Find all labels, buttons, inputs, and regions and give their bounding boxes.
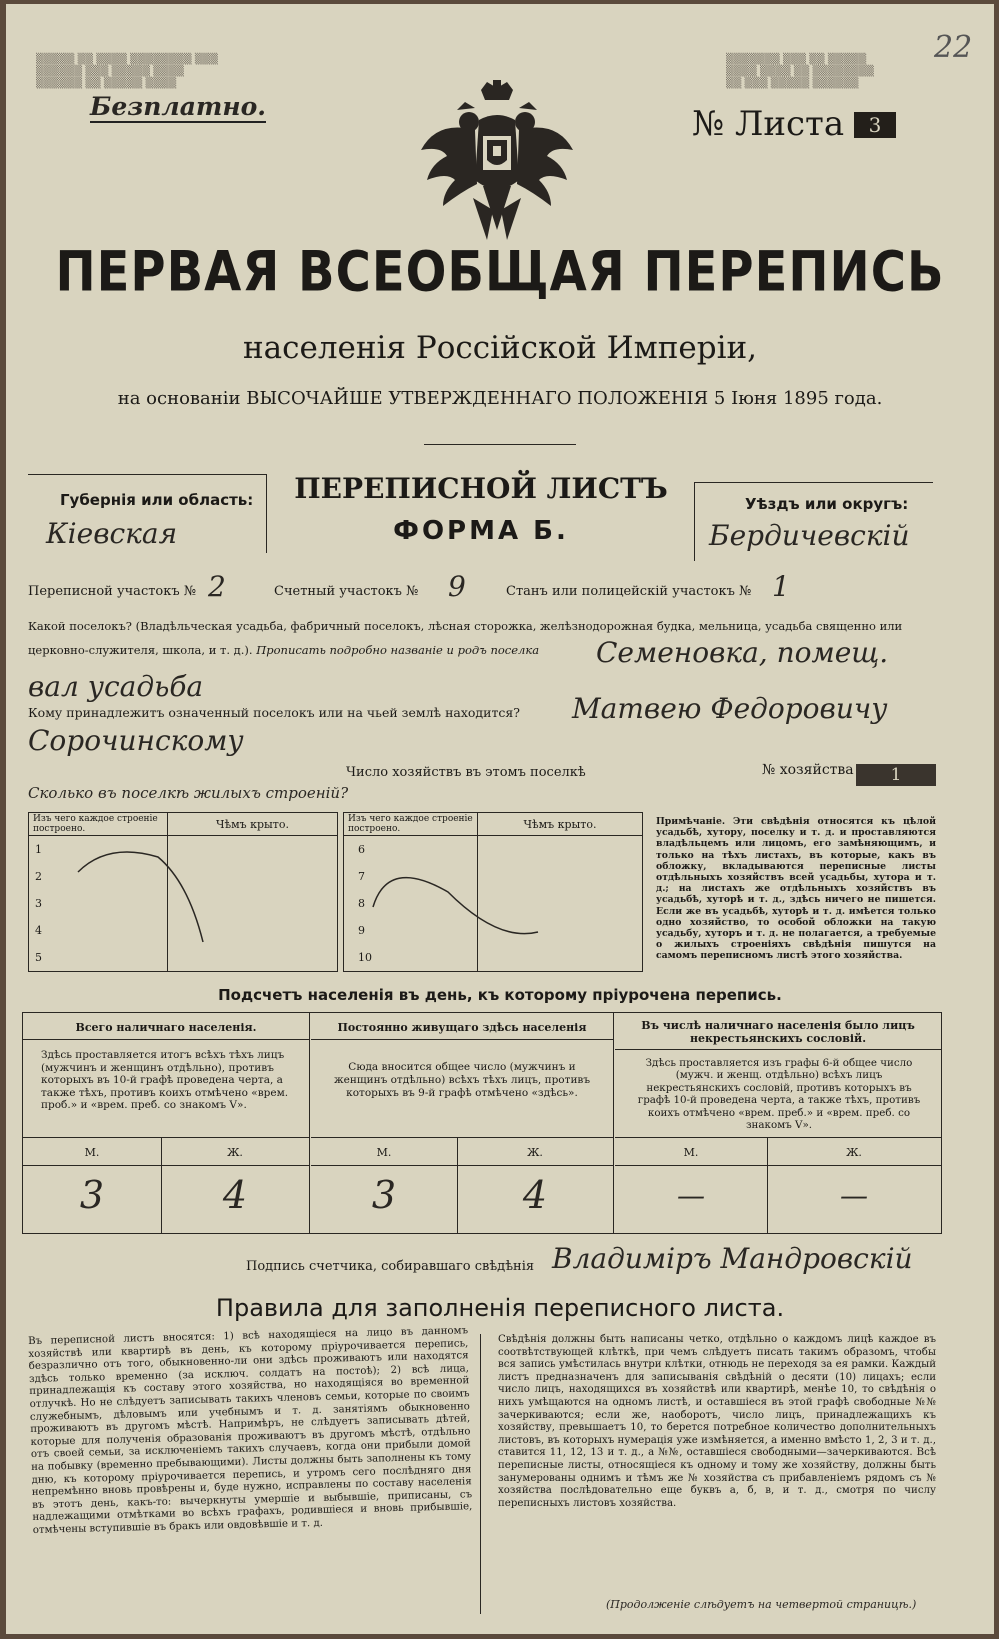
building-material-header: Изъ чего каждое строеніе построено. xyxy=(344,813,478,836)
permanent-population-title: Постоянно живущаго здѣсь населенія xyxy=(337,1021,587,1034)
police-district-value: 1 xyxy=(772,570,790,603)
buildings-note: Примѣчаніе. Эти свѣдѣнія относятся къ цѣлой усадьбѣ, хутору, поселку и т. д. и проставляются владѣльцемъ или лицомъ, его замѣняющимъ, и только на тѣхъ листахъ, въ которые, какъ въ обложку, вкладываются переписные листы отдѣльныхъ хозяйствъ всей усадьбы, хутора и т. д.; на листахъ же отдѣльныхъ хозяйствъ въ усадьбѣ, хуторѣ и т. д., здѣсь ничего не пишется. Если же въ усадьбѣ, хуторѣ и т. д. имѣется только одно хозяйство, то особой обложки на такую усадьбу, хуторъ и т. д. не полагается, а требуемые о жилыхъ строеніяхъ свѣдѣнія пишутся на самомъ переписномъ листѣ этого хозяйства. xyxy=(656,816,936,962)
double-headed-eagle-icon xyxy=(417,80,577,248)
sheet-number-label: № Листа xyxy=(692,104,845,144)
building-row: 3 xyxy=(29,890,168,917)
sheet-number-value: 3 xyxy=(854,112,896,138)
census-district-label: Переписной участокъ № xyxy=(28,584,197,599)
building-material-header: Изъ чего каждое строеніе построено. xyxy=(29,813,168,836)
rules-title: Правила для заполненія переписного листа. xyxy=(215,1294,785,1322)
non-peasant-column xyxy=(615,1013,941,1233)
non-peasant-male-label: М. xyxy=(683,1146,699,1159)
non-peasant-female-value: — xyxy=(840,1179,868,1212)
building-row: 2 xyxy=(29,863,168,890)
owner-value: Матвею Федоровичу xyxy=(572,692,888,725)
gubernia-label: Губернія или область: xyxy=(60,491,254,509)
signature-label: Подпись счетчика, собиравшаго свѣдѣнія xyxy=(246,1259,535,1274)
owner-value-line2: Сорочинскому xyxy=(28,724,244,757)
form-title: ПЕРЕПИСНОЙ ЛИСТЪ xyxy=(294,472,668,505)
population-count-table xyxy=(22,1012,942,1234)
total-population-column xyxy=(23,1013,310,1233)
permanent-female-value: 4 xyxy=(522,1173,548,1217)
total-population-text: Здѣсь проставляется итогъ всѣхъ тѣхъ лицъ (мужчинъ и женщинъ отдѣльно), противъ которыхъ въ 10-й графѣ проведена черта, а также тѣхъ, противъ коихъ отмѣчено «врем. проб.» и «врем. преб. со знакомъ V». xyxy=(41,1049,289,1111)
signature-value: Владиміръ Мандровскій xyxy=(552,1242,913,1275)
total-female-value: 4 xyxy=(222,1173,248,1217)
building-row: 6 xyxy=(344,836,478,864)
total-female-label: Ж. xyxy=(227,1146,243,1159)
building-row: 4 xyxy=(29,917,168,944)
owner-label: Кому принадлежитъ означенный поселокъ или на чьей землѣ находится? xyxy=(28,705,520,720)
gubernia-value: Кіевская xyxy=(46,517,178,550)
non-peasant-male-value: — xyxy=(677,1179,705,1212)
building-row: 9 xyxy=(344,917,478,944)
settlement-value-line2: вал усадьба xyxy=(28,670,204,703)
permanent-male-value: 3 xyxy=(371,1173,397,1217)
building-roof-header: Чѣмъ крыто. xyxy=(478,813,643,836)
census-basis: на основаніи ВЫСОЧАЙШЕ УТВЕРЖДЕННАГО ПОЛОЖЕНІЯ 5 Іюня 1895 года. xyxy=(117,388,883,409)
settlement-label: Какой поселокъ? xyxy=(28,619,132,633)
title-divider xyxy=(424,444,576,445)
building-row: 7 xyxy=(344,863,478,890)
building-row: 1 xyxy=(29,836,168,864)
census-title: ПЕРВАЯ ВСЕОБЩАЯ ПЕРЕПИСЬ xyxy=(55,239,945,305)
building-roof-header: Чѣмъ крыто. xyxy=(168,813,338,836)
building-row: 8 xyxy=(344,890,478,917)
census-sheet xyxy=(6,4,994,1634)
total-male-label: М. xyxy=(84,1146,100,1159)
total-male-value: 3 xyxy=(79,1173,105,1217)
crossed-out-strokes xyxy=(28,812,648,972)
bleed-through-left: ▒▒▒▒▒ ▒▒ ▒▒▒▒ ▒▒▒▒▒▒▒▒ ▒▒▒ ▒▒▒▒▒▒ ▒▒▒ ▒▒▒▒▒ ▒▒▒▒ ▒▒▒▒▒▒ ▒▒ ▒▒▒▒▒ ▒▒▒▒ xyxy=(36,54,218,89)
non-peasant-text: Здѣсь проставляется изъ графы 6-й общее число (мужч. и женщ. отдѣльно) всѣхъ лицъ некрестьянскихъ сословій, противъ которыхъ въ графѣ 10-й проведена черта, а также тѣхъ, противъ коихъ отмѣчено «врем. преб.» и «врем. преб. со знакомъ V». xyxy=(637,1057,921,1132)
rules-right-text: Свѣдѣнія должны быть написаны четко, отдѣльно о каждомъ лицѣ каждое въ соотвѣтствующей клѣткѣ, при чемъ слѣдуетъ писать такимъ образомъ, чтобы вся запись умѣстилась внутри клѣтки, отнюдь не переходя за ея рамки. Каждый листъ предназначенъ для записыванія свѣдѣній о десяти (10) лицахъ; если число лицъ, находящихся въ хозяйствѣ или квартирѣ, менѣе 10, то свѣдѣнія о нихъ умѣщаются на одномъ листѣ, и оставшіеся въ этой графѣ свободные №№ зачеркиваются; если же, наоборотъ, число лицъ, принадлежащихъ къ хозяйству, превышаетъ 10, то берется потребное количество дополнительныхъ листовъ, въ которыхъ нумерація уже измѣняется, а именно вмѣсто 1, 2, 3 и т. д., ставится 11, 12, 13 и т. д., а №№, оставшіеся свободными—зачеркиваются. Всѣ переписные листы, относящіеся къ одному и тому же хозяйству, должны быть занумерованы однимъ и тѣмъ же № хозяйства съ прибавленіемъ рядомъ съ № хозяйства послѣдовательно еще буквъ а, б, в, и т. д., смотря по числу переписныхъ листовъ хозяйства. xyxy=(498,1334,936,1509)
household-number-value: 1 xyxy=(856,764,936,786)
form-name: ФОРМА Б. xyxy=(393,516,569,546)
permanent-population-column xyxy=(311,1013,614,1233)
buildings-label: Сколько въ поселкѣ жилыхъ строеній? xyxy=(28,784,349,802)
continued-note: (Продолженіе слѣдуетъ на четвертой страницѣ.) xyxy=(606,1598,917,1611)
uezd-value: Бердичевскій xyxy=(709,519,910,552)
building-row: 5 xyxy=(29,944,168,972)
permanent-male-label: М. xyxy=(376,1146,392,1159)
police-district-label: Станъ или полицейскій участокъ № xyxy=(506,584,752,599)
settlement-value: Семеновка, помещ. xyxy=(596,636,889,669)
uezd-box xyxy=(694,482,933,561)
page-number: 22 xyxy=(934,30,973,65)
bleed-through-right: ▒▒▒▒▒▒▒ ▒▒▒ ▒▒ ▒▒▒▒▒ ▒▒▒▒ ▒▒▒▒ ▒▒ ▒▒▒▒▒▒▒▒ ▒▒ ▒▒▒ ▒▒▒▒▒ ▒▒▒▒▒▒ xyxy=(726,54,874,89)
uezd-label: Уѣздъ или округъ: xyxy=(745,495,909,513)
households-label: Число хозяйствъ въ этомъ поселкѣ xyxy=(346,765,586,780)
permanent-female-label: Ж. xyxy=(527,1146,543,1159)
household-number-label: № хозяйства xyxy=(762,762,854,778)
rules-left-text: Въ переписной листъ вносятся: 1) всѣ находящіеся на лицо въ данномъ хозяйствѣ или квартирѣ въ день, къ которому пріурочивается перепись, безразлично отъ того, обыкновенно-ли они здѣсь проживаютъ или находятся здѣсь только временно (за исключ. солдатъ на постоѣ); 2) всѣ лица, принадлежащія къ составу этого хозяйства, но находящіяся во временной отлучкѣ. Но не слѣдуетъ записывать такихъ членовъ семьи, которые по своимъ служебнымъ, дѣловымъ или учебнымъ и т. д. занятіямъ обыкновенно проживаютъ въ другомъ мѣстѣ. Напримѣръ, не слѣдуетъ записывать дѣтей, которые для полученія образованія проживаютъ въ другомъ мѣстѣ, отдѣльно отъ своей семьи, за исключеніемъ такихъ случаевъ, когда они прибыли домой на побывку (временно пребывающими). Листы должны быть заполнены къ тому дню, къ которому пріурочивается перепись, и утромъ сего послѣдняго дня непремѣнно вновь провѣрены и, буде нужно, исправлены по составу населенія въ этотъ день, какъ-то: вычеркнуты умершіе и выбывшіе, приписаны, съ надлежащими отмѣтками во всѣхъ графахъ, родившіеся и вновь прибывшіе, отмѣчены вступившіе въ бракъ или овдовѣвшіе и т. д. xyxy=(28,1325,473,1536)
rules-divider xyxy=(480,1334,481,1614)
gubernia-box xyxy=(28,474,267,553)
non-peasant-female-label: Ж. xyxy=(846,1146,862,1159)
building-row: 10 xyxy=(344,944,478,972)
count-district-label: Счетный участокъ № xyxy=(274,584,419,599)
census-district-value: 2 xyxy=(208,570,226,603)
permanent-population-text: Сюда вносится общее число (мужчинъ и женщинъ отдѣльно) всѣхъ тѣхъ лицъ, противъ которыхъ въ 9-й графѣ отмѣчено «здѣсь». xyxy=(333,1061,591,1099)
census-subtitle: населенія Россійской Имперіи, xyxy=(242,330,758,366)
settlement-hint2: Прописать подробно названіе и родъ поселка xyxy=(256,643,540,657)
non-peasant-title: Въ числѣ наличнаго населенія было лицъ некрестьянскихъ сословій. xyxy=(641,1019,915,1045)
count-district-value: 9 xyxy=(448,570,466,603)
free-label: Безплатно. xyxy=(90,92,266,121)
settlement-hint: (Владѣльческая усадьба, фабричный поселокъ, лѣсная сторожка, желѣзнодорожная будка, мельница, усадьба священно или церковно-служителя, школа, и т. д.). xyxy=(28,619,903,657)
total-population-title: Всего наличнаго населенія. xyxy=(75,1021,257,1034)
count-title: Подсчетъ населенія въ день, къ которому пріурочена перепись. xyxy=(218,986,782,1004)
